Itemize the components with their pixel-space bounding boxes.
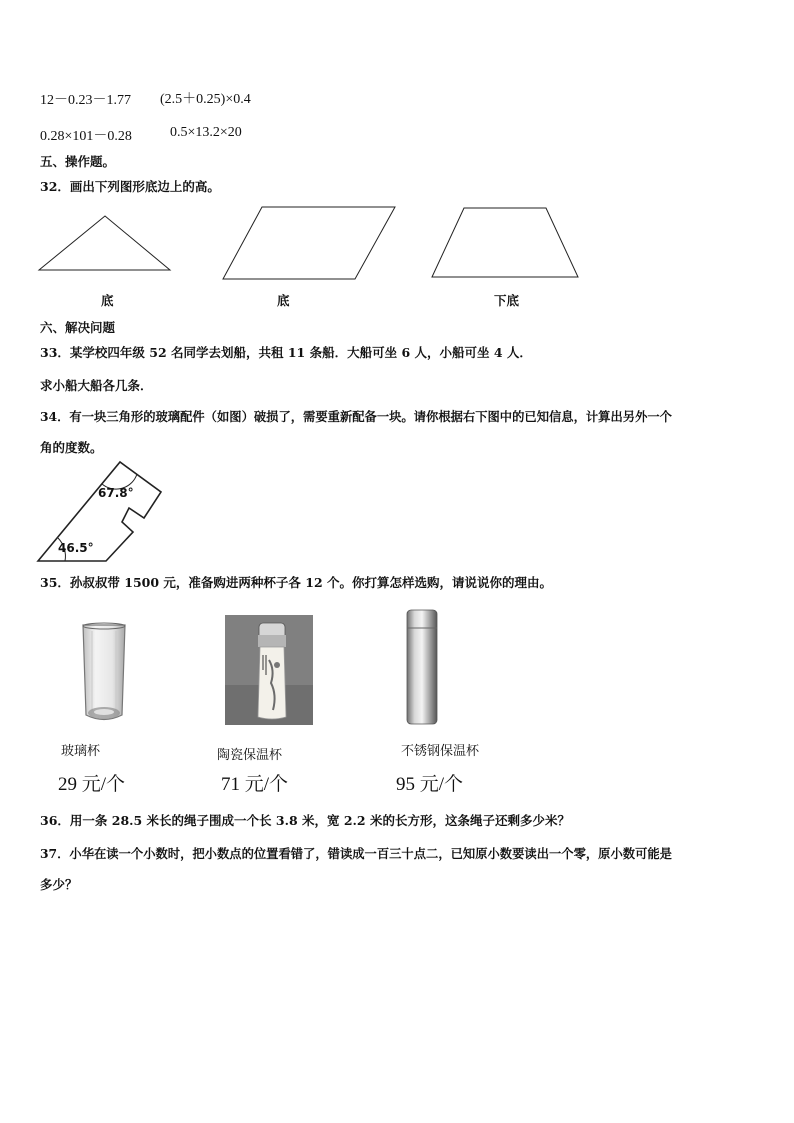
expr-3: 0.28×101－0.28	[40, 129, 132, 144]
cup-2-name: 陶瓷保温杯	[217, 748, 283, 763]
expr-1: 12－0.23－1.77	[40, 93, 131, 108]
trapezoid-base-label: 下底	[494, 293, 520, 308]
cup-1-price: 29 元/个	[58, 774, 126, 795]
angle-bottom-label: 46.5°	[58, 541, 94, 555]
question-32-text: 32．画出下列图形底边上的高。	[40, 179, 220, 194]
question-37-line2: 多少？	[40, 877, 78, 892]
question-34-line1: 34．有一块三角形的玻璃配件（如图）破损了，需要重新配备一块。请你根据右下图中的已知信息，计算出另外一个	[40, 409, 672, 424]
angle-top-label: 67.8°	[98, 486, 134, 500]
question-34-line2: 角的度数。	[40, 440, 103, 455]
q32-shapes	[30, 205, 590, 285]
expr-2: (2.5＋0.25)×0.4	[160, 92, 251, 107]
cup-2-price: 71 元/个	[221, 774, 289, 795]
question-37-line1: 37．小华在读一个小数时，把小数点的位置看错了，错读成一百三十点二，已知原小数要读出一个零，原小数可能是	[40, 846, 672, 861]
expr-4: 0.5×13.2×20	[170, 125, 242, 140]
section-6-title: 六、解决问题	[40, 320, 116, 335]
trapezoid-shape	[432, 208, 578, 277]
question-36-text: 36．用一条 28.5 米长的绳子围成一个长 3.8 米，宽 2.2 米的长方形，这条绳子还剩多少米？	[40, 813, 570, 828]
question-33-line2: 求小船大船各几条．	[40, 378, 153, 393]
parallelogram-shape	[223, 207, 395, 279]
question-35-text: 35．孙叔叔带 1500 元，准备购进两种杯子各 12 个。你打算怎样选购，请说说你的理由。	[40, 575, 552, 590]
broken-triangle-outline	[38, 462, 161, 561]
triangle-shape	[39, 216, 170, 270]
cup-3-price: 95 元/个	[396, 774, 464, 795]
question-33-line1: 33．某学校四年级 52 名同学去划船，共租 11 条船．大船可坐 6 人，小船可坐 4 人．	[40, 345, 532, 360]
section-5-title: 五、操作题。	[40, 154, 116, 169]
parallelogram-base-label: 底	[277, 293, 290, 308]
cup-1-name: 玻璃杯	[61, 744, 101, 759]
steel-cup-image	[404, 608, 440, 726]
ceramic-cup-image	[225, 615, 313, 725]
broken-glass-figure	[36, 460, 166, 565]
cup-3-name: 不锈钢保温杯	[401, 744, 480, 759]
triangle-base-label: 底	[101, 293, 114, 308]
glass-cup-image	[80, 623, 128, 725]
